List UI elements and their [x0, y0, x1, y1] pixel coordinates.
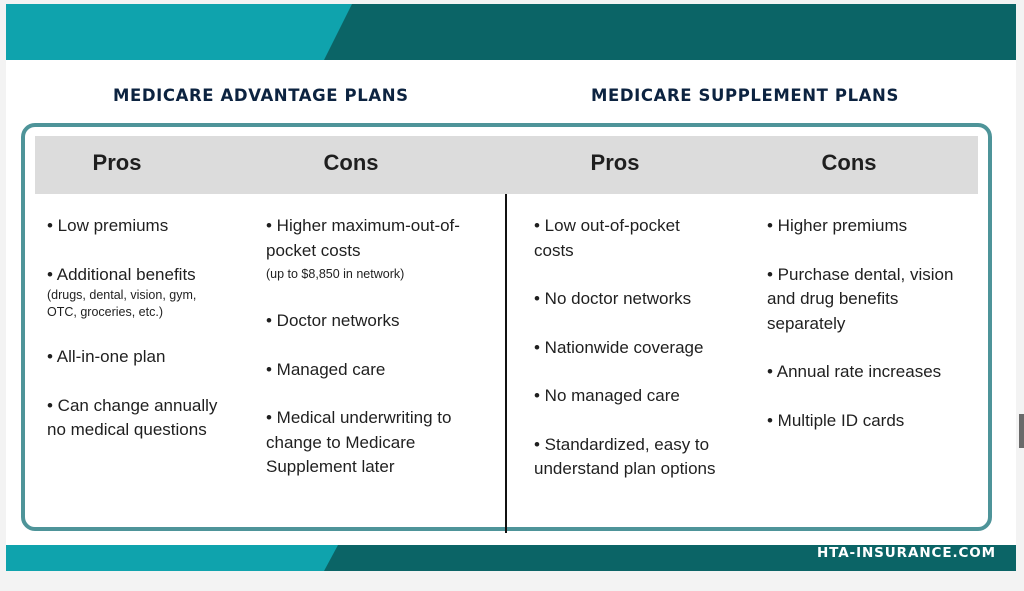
list-item-text: Supplement later — [266, 457, 395, 476]
advantage-pros-list — [47, 214, 252, 467]
list-item — [534, 433, 754, 482]
list-item-text: • Managed care — [266, 359, 386, 379]
list-item — [47, 394, 252, 443]
list-item-text: separately — [767, 313, 846, 333]
list-item-note: OTC, groceries, etc.) — [47, 305, 163, 319]
list-item-text: • Standardized, easy to — [534, 434, 710, 454]
list-item-text: • Doctor networks — [266, 311, 400, 330]
page-scroll-marker[interactable] — [1019, 414, 1024, 448]
list-item — [534, 336, 754, 361]
list-item — [266, 358, 496, 383]
list-item — [767, 409, 982, 434]
list-item — [534, 214, 754, 263]
list-item-text: • Can change annually — [47, 395, 218, 415]
list-item — [47, 214, 252, 239]
list-item — [266, 309, 496, 334]
list-item — [47, 263, 252, 322]
list-item — [767, 360, 982, 385]
list-item-note: (drugs, dental, vision, gym, — [47, 288, 197, 302]
list-item-text: • All-in-one plan — [47, 347, 166, 366]
list-item-text: • Multiple ID cards — [767, 410, 905, 430]
footer-site-url: HTA-INSURANCE.COM — [816, 545, 996, 561]
list-item-text: • Additional benefits — [47, 264, 196, 284]
list-item-text: • Nationwide coverage — [534, 337, 704, 357]
list-item-text: • Purchase dental, vision — [767, 264, 954, 284]
list-item — [266, 406, 496, 480]
list-item-text: • Medical underwriting to — [266, 408, 452, 427]
section-divider — [505, 194, 507, 533]
supplement-cons-heading: Cons — [821, 150, 877, 175]
list-item-text: • No managed care — [534, 386, 680, 405]
advantage-section-title: MEDICARE ADVANTAGE PLANS — [113, 86, 409, 105]
supplement-pros-list — [534, 214, 754, 506]
list-item — [534, 287, 754, 312]
list-item-text: costs — [534, 240, 574, 260]
supplement-cons-list — [767, 214, 982, 457]
list-item — [767, 263, 982, 337]
list-item-text: • Higher premiums — [767, 216, 908, 235]
list-item-text: no medical questions — [47, 420, 207, 439]
list-item-text: • Low premiums — [47, 216, 169, 235]
advantage-cons-list — [266, 214, 496, 504]
supplement-section-title: MEDICARE SUPPLEMENT PLANS — [591, 86, 899, 105]
list-item-text: • Higher maximum-out-of- — [266, 216, 460, 235]
list-item — [767, 214, 982, 239]
list-item-text: and drug benefits — [767, 289, 899, 308]
list-item-text: • Annual rate increases — [767, 362, 942, 381]
supplement-pros-heading: Pros — [590, 150, 640, 175]
list-item-text: understand plan options — [534, 459, 716, 478]
top-banner — [6, 4, 1016, 60]
list-item-text: change to Medicare — [266, 432, 416, 452]
list-item — [266, 214, 496, 285]
list-item — [47, 345, 252, 370]
list-item-text: • No doctor networks — [534, 289, 692, 308]
list-item-note: (up to $8,850 in network) — [266, 267, 405, 281]
advantage-cons-heading: Cons — [323, 150, 379, 175]
list-item-text: pocket costs — [266, 240, 361, 260]
list-item-text: • Low out-of-pocket — [534, 216, 680, 235]
list-item — [534, 384, 754, 409]
advantage-pros-heading: Pros — [92, 150, 142, 175]
